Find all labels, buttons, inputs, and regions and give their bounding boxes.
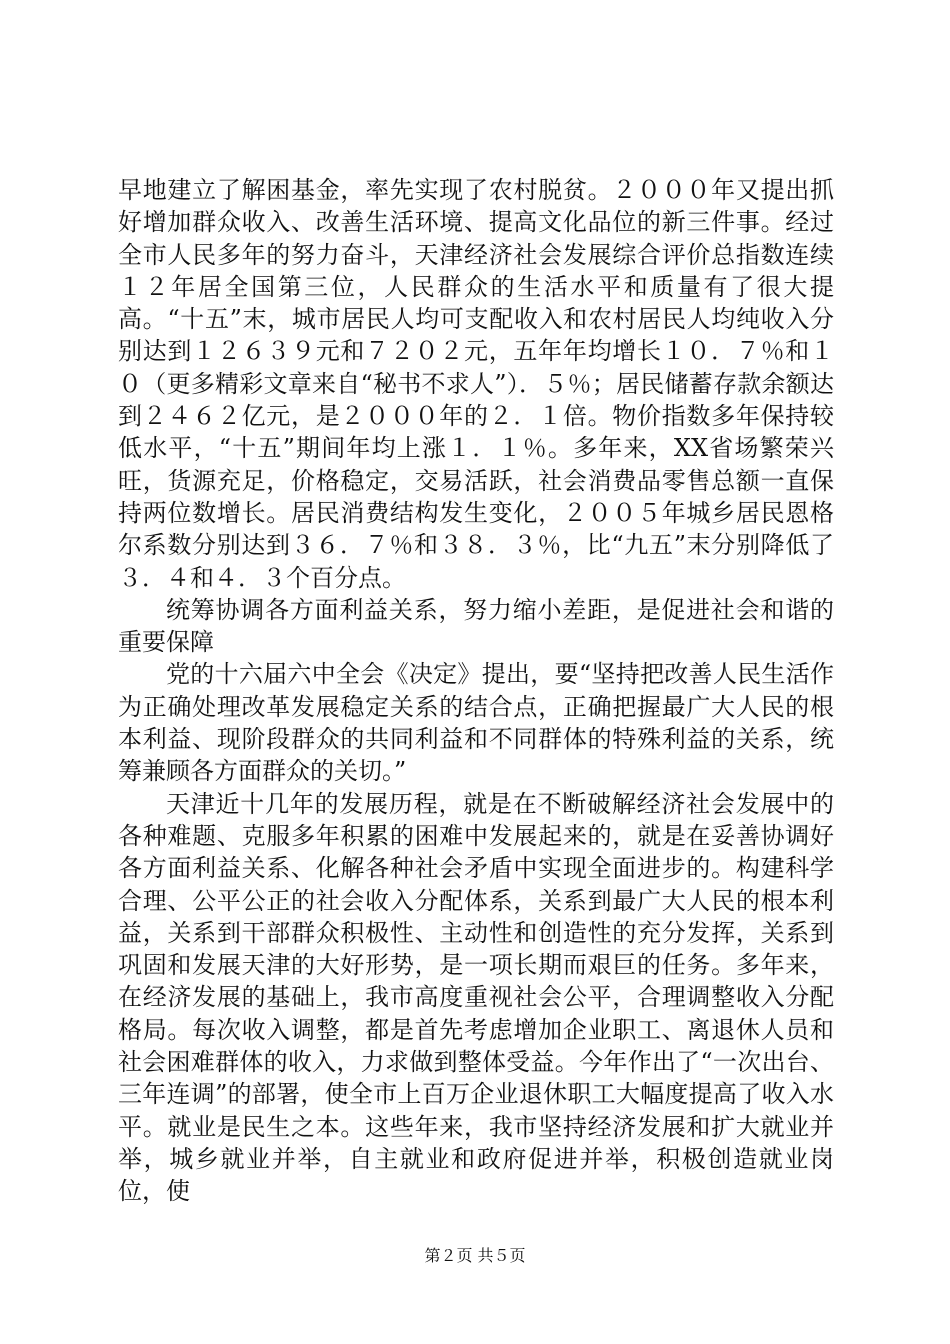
page-footer: 第２页 共５页 — [424, 1246, 526, 1265]
paragraph-1: 早地建立了解困基金，率先实现了农村脱贫。２０００年又提出抓好增加群众收入、改善生活环境、提高文化品位的新三件事。经过全市人民多年的努力奋斗，天津经济社会发展综合评价总指数连续１２年居全国第三位，人民群众的生活水平和质量有了很大提高。“十五”末，城市居民人均可支配收入和农村居民人均纯收入分别达到１２６３９元和７２０２元，五年年均增长１０．７％和１０（更多精彩文章来自“秘书不求人”）．５％；居民储蓄存款余额达到２４６２亿元，是２０００年的２．１倍。物价指数多年保持较低水平，“十五”期间年均上涨１．１％。多年来，XX省场繁荣兴旺，货源充足，价格稳定，交易活跃，社会消费品零售总额一直保持两位数增长。居民消费结构发生变化，２００５年城乡居民恩格尔系数分别达到３６．７％和３８．３％，比“九五”末分别降低了３．４和４．３个百分点。 — [118, 176, 834, 592]
document-page — [118, 174, 834, 1204]
paragraph-3: 党的十六届六中全会《决定》提出，要“坚持把改善人民生活作为正确处理改革发展稳定关系的结合点，正确把握最广大人民的根本利益、现阶段群众的共同利益和不同群体的特殊利益的关系，统筹兼顾各方面群众的关切。” — [118, 660, 834, 786]
paragraph-4: 天津近十几年的发展历程，就是在不断破解经济社会发展中的各种难题、克服多年积累的困难中发展起来的，就是在妥善协调好各方面利益关系、化解各种社会矛盾中实现全面进步的。构建科学合理、公平公正的社会收入分配体系，关系到最广大人民的根本利益，关系到干部群众积极性、主动性和创造性的充分发挥，关系到巩固和发展天津的大好形势，是一项长期而艰巨的任务。多年来，在经济发展的基础上，我市高度重视社会公平，合理调整收入分配格局。每次收入调整，都是首先考虑增加企业职工、离退休人员和社会困难群体的收入，力求做到整体受益。今年作出了“一次出台、三年连调”的部署，使全市上百万企业退休职工大幅度提高了收入水平。就业是民生之本。这些年来，我市坚持经济发展和扩大就业并举，城乡就业并举，自主就业和政府促进并举，积极创造就业岗位，使 — [118, 789, 834, 1206]
section-heading: 统筹协调各方面利益关系，努力缩小差距，是促进社会和谐的重要保障 — [118, 595, 834, 657]
